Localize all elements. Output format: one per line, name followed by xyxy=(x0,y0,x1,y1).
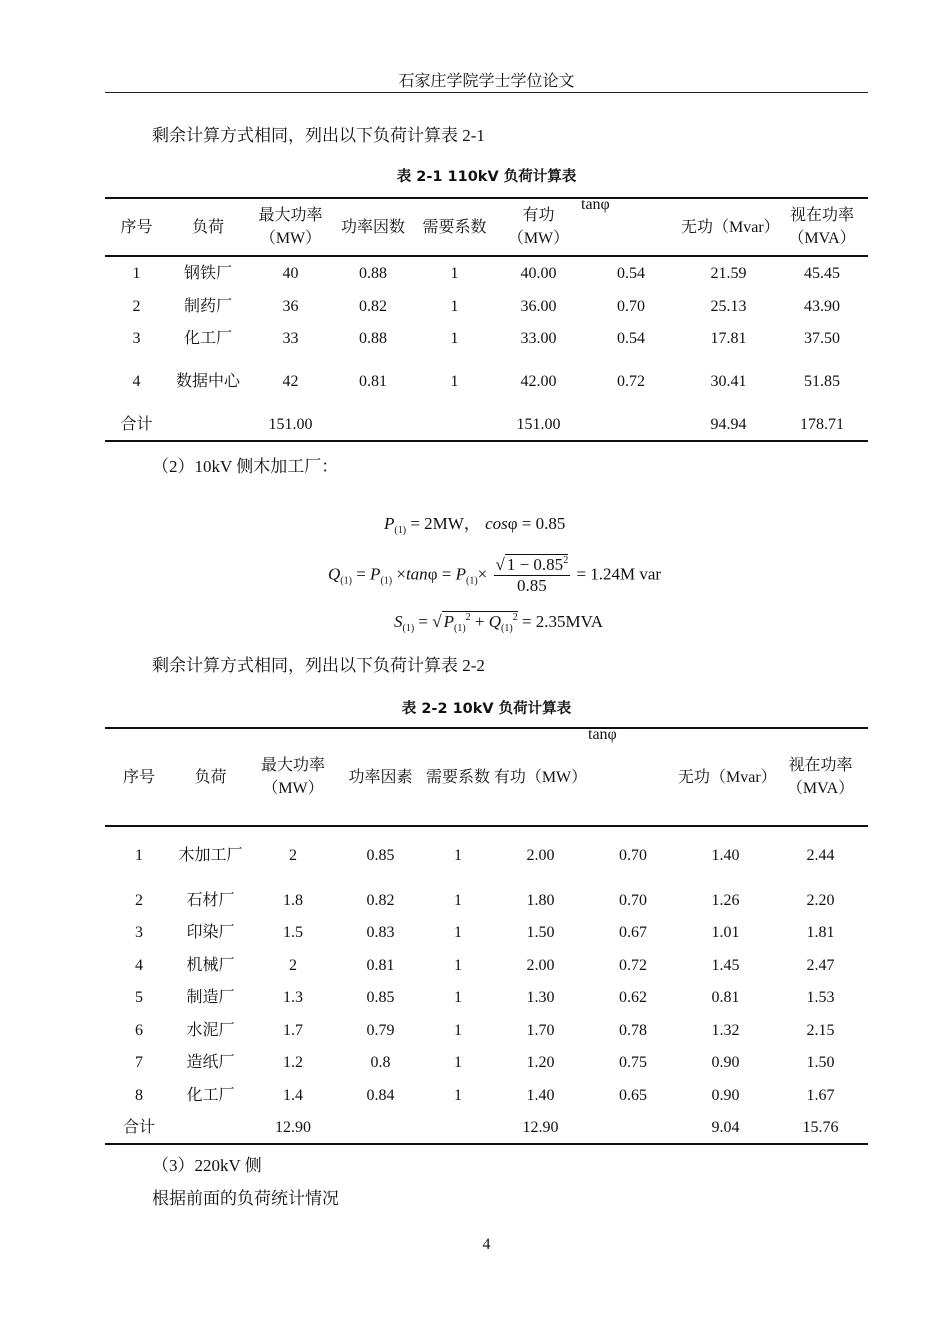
table-cell: 9.04 xyxy=(711,1118,740,1136)
table-row xyxy=(105,1014,868,1046)
table-cell: 1 xyxy=(454,891,462,909)
table-cell: 0.81 xyxy=(366,956,395,974)
table-cell: 0.70 xyxy=(619,847,647,864)
table-cell: 数据中心 xyxy=(175,373,240,390)
table-cell: 1.8 xyxy=(283,891,303,909)
table-cell: 0.85 xyxy=(366,847,395,864)
table-cell: 4 xyxy=(132,373,141,390)
running-header: 石家庄学院学士学位论文 xyxy=(398,73,575,90)
table-cell: 木加工厂 xyxy=(178,847,243,864)
table-cell: 7 xyxy=(135,1054,143,1071)
table-cell: 1.40 xyxy=(711,847,740,864)
table-cell: 1 xyxy=(454,1021,462,1039)
total-row xyxy=(105,408,868,441)
table-cell xyxy=(338,1111,423,1144)
table-cell: 3 xyxy=(132,330,141,347)
table-cell: 1.26 xyxy=(711,891,740,909)
table-cell: 制造厂 xyxy=(186,989,235,1006)
table-cell: 43.90 xyxy=(804,297,840,315)
table-cell: 1.50 xyxy=(526,924,555,941)
table-cell xyxy=(413,408,496,441)
table-cell xyxy=(173,1111,248,1144)
table-cell: 印染厂 xyxy=(186,924,235,941)
column-header: 最大功率（MW） xyxy=(260,757,325,797)
table-cell: 1.4 xyxy=(283,1086,303,1104)
table-cell: 15.76 xyxy=(802,1118,839,1136)
table-cell: 40.00 xyxy=(520,265,557,282)
table-cell: 0.90 xyxy=(711,1086,740,1104)
table-cell: 0.83 xyxy=(366,924,395,941)
column-header: 有功（MW） xyxy=(493,768,588,786)
table-cell: 21.59 xyxy=(710,265,747,282)
table-cell: 25.13 xyxy=(710,297,747,315)
paragraph-2: （2）10kV 侧木加工厂： xyxy=(152,457,339,476)
column-header: 最大功率（MW） xyxy=(258,207,323,247)
table-header-row xyxy=(105,728,868,826)
column-header: 视在功率（MVA） xyxy=(788,207,856,247)
table-cell: 45.45 xyxy=(804,265,840,282)
table-cell: 151.00 xyxy=(516,415,561,433)
column-header: 功率因素 xyxy=(348,768,413,786)
table-cell: 1.40 xyxy=(526,1086,555,1104)
table-cell: 33 xyxy=(282,330,299,347)
paragraph-3: 剩余计算方式相同，列出以下负荷计算表 2-2 xyxy=(152,656,485,675)
table-cell: 6 xyxy=(135,1021,143,1039)
table-cell: 1.01 xyxy=(711,924,740,941)
table-cell: 5 xyxy=(135,989,143,1006)
table-row xyxy=(105,256,868,290)
table-cell: 1.50 xyxy=(806,1054,835,1071)
table-cell: 制药厂 xyxy=(183,297,232,315)
table-cell: 1.30 xyxy=(526,989,555,1006)
total-row xyxy=(105,1111,868,1144)
table-cell: 0.65 xyxy=(619,1086,647,1104)
table-row xyxy=(105,916,868,949)
table-cell: 33.00 xyxy=(520,330,557,347)
table-cell: 合计 xyxy=(120,415,153,433)
table-cell: 1 xyxy=(454,1086,462,1104)
table-row xyxy=(105,290,868,322)
paragraph-5: 根据前面的负荷统计情况 xyxy=(152,1189,339,1208)
table-cell: 0.75 xyxy=(619,1054,647,1071)
table-cell: 2.15 xyxy=(806,1021,835,1039)
table-cell: 0.72 xyxy=(617,373,645,390)
table-cell xyxy=(168,408,248,441)
table-cell: 0.67 xyxy=(619,924,647,941)
table-cell xyxy=(423,1111,493,1144)
table-2-caption: 表 2-2 10kV 负荷计算表 xyxy=(401,701,572,717)
table-cell: 合计 xyxy=(122,1118,155,1136)
table-cell: 0.88 xyxy=(359,265,387,282)
table-cell: 石材厂 xyxy=(186,891,235,909)
table-cell: 12.90 xyxy=(522,1118,559,1136)
table-row xyxy=(105,1079,868,1111)
table-cell: 151.00 xyxy=(268,415,313,433)
table-cell: 51.85 xyxy=(804,373,840,390)
table-cell: 17.81 xyxy=(710,330,747,347)
table-cell: 0.82 xyxy=(366,891,395,909)
table-cell: 2 xyxy=(135,891,143,909)
formula-s1: $S_{(1)}$ = √ $P_{(1)}^2 + Q_{(1)}^2 = 2.35MVA$ xyxy=(394,612,604,634)
table-row xyxy=(105,355,868,408)
column-header: 需要系数 xyxy=(422,218,487,236)
header-rule xyxy=(105,92,868,93)
table-cell: 1.67 xyxy=(806,1086,835,1104)
column-header: 负荷 xyxy=(191,218,224,236)
table-cell: 0.70 xyxy=(617,297,645,315)
table-cell: 3 xyxy=(135,924,143,941)
table-cell: 42 xyxy=(282,373,299,390)
column-header: tanφ xyxy=(588,726,617,743)
table-cell: 1.3 xyxy=(283,989,303,1006)
table-cell: 4 xyxy=(135,956,143,974)
table-110kv-load xyxy=(105,197,868,442)
table-10kv-load xyxy=(105,727,868,1145)
table-cell: 36 xyxy=(282,297,299,315)
paragraph-1: 剩余计算方式相同，列出以下负荷计算表 2-1 xyxy=(152,126,485,145)
column-header: 无功（Mvar） xyxy=(678,768,777,786)
column-header: 序号 xyxy=(120,218,153,236)
table-cell: 0.8 xyxy=(370,1054,391,1071)
table-header-row xyxy=(105,198,868,256)
table-row xyxy=(105,826,868,884)
column-header: 序号 xyxy=(122,768,155,786)
table-cell: 178.71 xyxy=(800,415,844,433)
table-cell: 0.88 xyxy=(359,330,387,347)
table-cell: 0.72 xyxy=(619,956,647,974)
table-cell: 0.70 xyxy=(619,891,647,909)
table-cell: 2.00 xyxy=(526,847,555,864)
table-cell: 1 xyxy=(454,956,462,974)
table-cell: 94.94 xyxy=(710,415,747,433)
table-cell: 2 xyxy=(132,297,141,315)
table-cell: 0.84 xyxy=(366,1086,395,1104)
table-cell: 1.5 xyxy=(283,924,303,941)
column-header: 功率因数 xyxy=(340,218,405,236)
table-1-caption: 表 2-1 110kV 负荷计算表 xyxy=(396,169,577,185)
table-cell: 1.81 xyxy=(806,924,835,941)
table-cell: 37.50 xyxy=(804,330,840,347)
table-cell: 2.00 xyxy=(526,956,555,974)
table-cell: 0.85 xyxy=(366,989,395,1006)
table-cell: 2 xyxy=(289,956,297,974)
table-cell: 0.82 xyxy=(359,297,387,315)
table-cell: 1.32 xyxy=(711,1021,740,1039)
column-header: 有功（MW） xyxy=(507,207,570,247)
table-cell: 1 xyxy=(135,847,143,864)
table-cell xyxy=(333,408,413,441)
table-cell: 1.20 xyxy=(526,1054,555,1071)
table-cell: 12.90 xyxy=(275,1118,311,1136)
table-cell: 1 xyxy=(454,924,462,941)
table-cell: 0.54 xyxy=(617,330,645,347)
table-cell: 0.54 xyxy=(617,265,645,282)
table-cell xyxy=(588,1111,678,1144)
table-row xyxy=(105,1046,868,1079)
table-cell: 1 xyxy=(454,1054,462,1071)
table-cell: 1 xyxy=(450,330,459,347)
table-cell: 2.47 xyxy=(806,956,835,974)
table-cell: 1.7 xyxy=(283,1021,303,1039)
table-cell: 1 xyxy=(454,847,462,864)
table-cell: 36.00 xyxy=(520,297,557,315)
table-cell: 1.70 xyxy=(526,1021,555,1039)
table-cell: 1.80 xyxy=(526,891,555,909)
column-header: 无功（Mvar） xyxy=(681,218,780,236)
fraction: $\frac{√ 1 - 0.85^2}{0.85}$ xyxy=(495,555,569,595)
column-header: 需要系数 xyxy=(425,768,490,786)
table-cell: 1 xyxy=(132,265,141,282)
table-cell: 0.81 xyxy=(359,373,387,390)
table-cell: 40 xyxy=(282,265,299,282)
table-cell: 1.2 xyxy=(283,1054,303,1071)
table-cell: 2.20 xyxy=(806,891,835,909)
table-cell: 0.79 xyxy=(366,1021,395,1039)
table-row xyxy=(105,322,868,355)
table-cell: 1 xyxy=(450,373,459,390)
table-cell: 1 xyxy=(450,265,459,282)
table-cell: 水泥厂 xyxy=(186,1021,235,1039)
column-header: 视在功率（MVA） xyxy=(786,757,855,797)
table-cell: 1 xyxy=(454,989,462,1006)
table-cell: 化工厂 xyxy=(183,330,232,347)
table-cell: 钢铁厂 xyxy=(183,265,232,282)
table-cell: 8 xyxy=(135,1086,143,1104)
paragraph-4: （3）220kV 侧 xyxy=(152,1156,262,1175)
table-cell: 2.44 xyxy=(806,847,835,864)
table-row xyxy=(105,884,868,916)
table-cell: 1.53 xyxy=(806,989,835,1006)
table-cell: 1 xyxy=(450,297,459,315)
table-cell: 机械厂 xyxy=(186,956,235,974)
table-cell: 2 xyxy=(289,847,297,864)
table-cell: 1.45 xyxy=(711,956,740,974)
formula-p1: $P_{(1)} = 2MW$， cosφ = 0.85 xyxy=(384,514,566,536)
table-cell: 0.81 xyxy=(711,989,740,1006)
table-cell: 化工厂 xyxy=(186,1086,235,1104)
table-row xyxy=(105,981,868,1014)
table-cell: 0.90 xyxy=(711,1054,740,1071)
table-cell xyxy=(581,408,681,441)
column-header: 负荷 xyxy=(194,768,227,786)
table-cell: 30.41 xyxy=(710,373,747,390)
column-header: tanφ xyxy=(581,196,610,213)
table-cell: 0.78 xyxy=(619,1021,647,1039)
table-cell: 42.00 xyxy=(520,373,557,390)
formula-q1: $Q_{(1)} = P_{(1)} \times\tan\varphi = P_{(1)}\times$ $\frac{√ 1 - 0.85^2}{0.85}$ = 1.24M var xyxy=(328,555,662,595)
page-number: 4 xyxy=(482,1236,491,1253)
table-cell: 造纸厂 xyxy=(186,1054,235,1071)
table-row xyxy=(105,949,868,981)
table-cell: 0.62 xyxy=(619,989,647,1006)
